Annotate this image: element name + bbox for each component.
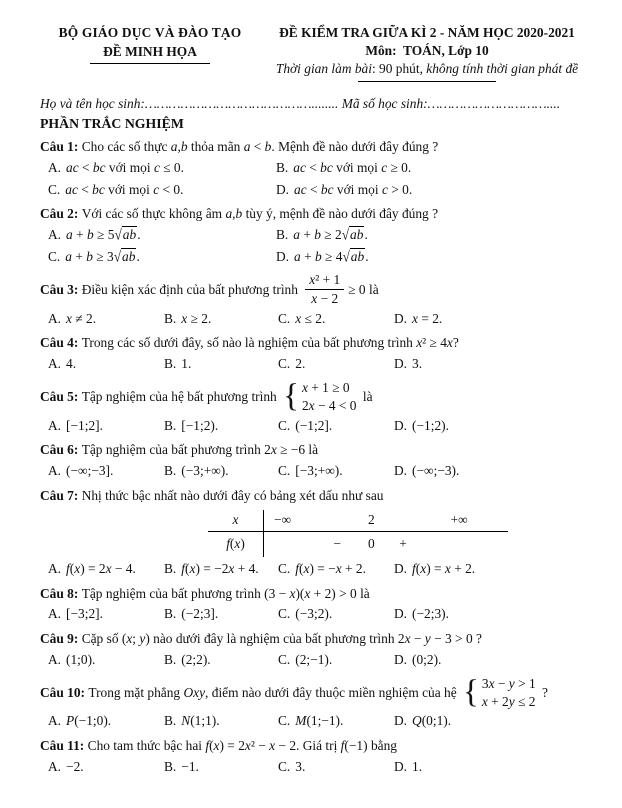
text: −1.	[181, 759, 199, 774]
math-expression: c > 0.	[381, 181, 413, 197]
question-prompt	[40, 137, 594, 157]
question-prompt	[40, 333, 594, 353]
brace-icon: {	[283, 377, 299, 414]
text: với mọi	[333, 181, 382, 197]
question	[40, 379, 594, 435]
text: bằng	[367, 738, 397, 754]
answer-option	[270, 461, 386, 481]
math-expression: f(x)	[226, 536, 245, 552]
question-prompt	[40, 584, 594, 604]
question	[40, 440, 594, 481]
math-expression: (3 − x)(x + 2) > 0	[264, 585, 357, 601]
answer-option	[156, 711, 270, 731]
option-label: D.	[394, 606, 408, 622]
math-expression: 2x ≥ −6	[264, 442, 306, 458]
answer-option	[270, 309, 386, 329]
option-label: D.	[394, 759, 408, 774]
exam-info-block	[260, 25, 594, 82]
option-label: C.	[278, 310, 291, 326]
math-expression: (−1;2).	[412, 417, 449, 433]
answer-options	[40, 158, 594, 200]
answer-option	[156, 757, 270, 777]
math-expression: (−∞;−3].	[66, 463, 114, 479]
text: với mọi	[105, 159, 154, 175]
answer-option	[40, 158, 268, 178]
option-label: A.	[48, 463, 62, 479]
answer-option	[386, 461, 594, 481]
text: Cho tam thức bậc hai	[84, 738, 206, 754]
text: nào dưới đây là nghiệm của bất phương trình	[149, 631, 398, 647]
option-label: C.	[278, 463, 291, 479]
math-expression: a + b ≥ 4	[294, 249, 343, 265]
question-number: Câu 1:	[40, 139, 79, 154]
question-prompt	[40, 440, 594, 460]
option-label: B.	[164, 356, 177, 372]
math-expression: [−3;+∞).	[295, 463, 343, 479]
option-label: A.	[48, 310, 62, 326]
math-expression: ac < bc	[65, 181, 105, 197]
option-label: D.	[394, 310, 408, 326]
math-expression: ac < bc	[293, 159, 333, 175]
question-number: Câu 4:	[40, 335, 79, 351]
exam-type-wrap	[40, 41, 260, 64]
math-expression: f(x) = 2x² − x − 2.	[205, 738, 300, 754]
table-cell: 0	[368, 536, 375, 552]
question	[40, 204, 594, 266]
text: Giá trị	[299, 738, 341, 754]
table-cell: −	[333, 536, 341, 552]
exam-subject: Môn: TOÁN, Lớp 10	[365, 43, 489, 58]
text: Trong các số dưới đây, số nào là nghiệm của bất phương trình	[78, 335, 417, 351]
question-number: Câu 8:	[40, 585, 79, 601]
text: Mệnh đề nào dưới đây đúng ?	[274, 139, 439, 154]
math-expression: x − 2	[311, 291, 339, 307]
math-expression: [−1;2).	[181, 417, 219, 433]
text: 3.	[412, 356, 423, 372]
math-expression: [−1;2].	[66, 417, 103, 433]
answer-option	[386, 559, 594, 579]
exam-title: ĐỀ KIỂM TRA GIỮA KÌ 2 - NĂM HỌC 2020-2021	[279, 25, 575, 40]
sqrt-expression: √ab	[341, 226, 364, 244]
sqrt-expression: √ab	[113, 248, 136, 265]
answer-option	[268, 247, 594, 267]
question-prompt	[40, 736, 594, 756]
math-expression: c ≤ 0.	[153, 159, 184, 175]
option-label: A.	[48, 759, 62, 774]
option-label: C.	[48, 181, 61, 197]
math-expression: x ≥ 2.	[181, 310, 212, 326]
option-label: C.	[278, 759, 291, 774]
math-expression: (0;2).	[412, 652, 442, 668]
option-label: C.	[278, 356, 291, 372]
answer-option	[40, 416, 156, 436]
sign-table	[208, 510, 508, 557]
math-expression: (−2;3).	[412, 606, 449, 622]
answer-option	[386, 650, 594, 670]
sign-table-value-row	[208, 532, 508, 557]
answer-option	[270, 757, 386, 777]
math-expression: ab	[350, 249, 365, 265]
question-number: Câu 2:	[40, 206, 79, 222]
text: thỏa mãn	[187, 139, 244, 154]
math-expression: N(1;1).	[181, 713, 220, 729]
document-header	[40, 25, 594, 82]
math-expression: a < b.	[243, 139, 275, 154]
answer-options	[40, 650, 594, 670]
ministry-name: BỘ GIÁO DỤC VÀ ĐÀO TẠO	[58, 25, 242, 40]
question	[40, 272, 594, 329]
option-label: B.	[164, 759, 177, 774]
option-label: D.	[394, 713, 408, 729]
math-expression: a,b	[225, 206, 243, 222]
option-label: D.	[276, 249, 290, 265]
answer-option	[386, 309, 594, 329]
student-info-line: Họ và tên học sinh:……………………………………........ Mã số học sinh:…………………………....	[40, 96, 561, 111]
answer-options	[40, 461, 594, 481]
ministry-block	[40, 25, 260, 82]
option-label: C.	[278, 713, 291, 729]
math-expression: x² + 1	[309, 271, 341, 287]
math-expression: 2x − 4 < 0	[301, 397, 357, 413]
answer-option	[270, 559, 386, 579]
answer-option	[40, 461, 156, 481]
question-number: Câu 11:	[40, 738, 85, 754]
question	[40, 629, 594, 670]
answer-option	[270, 650, 386, 670]
text: Tập nghiệm của hệ bất phương trình	[78, 388, 281, 404]
option-label: C.	[48, 249, 61, 265]
answer-options	[40, 711, 594, 731]
math-expression: 2x − y − 3 > 0	[397, 631, 473, 647]
answer-option	[156, 461, 270, 481]
answer-options	[40, 604, 594, 624]
option-label: A.	[48, 159, 62, 175]
option-label: A.	[48, 713, 62, 729]
text: 2.	[295, 356, 306, 372]
math-expression: P(−1;0).	[66, 713, 112, 729]
answer-option	[156, 354, 270, 374]
text: Tập nghiệm của bất phương trình	[78, 585, 265, 601]
equation-system	[463, 675, 536, 710]
option-label: B.	[164, 417, 177, 433]
answer-option	[386, 416, 594, 436]
answer-options	[40, 559, 594, 579]
math-expression: x + 2y ≤ 2	[481, 693, 536, 709]
text: .	[364, 227, 368, 243]
option-label: C.	[278, 652, 291, 668]
math-expression: a + b ≥ 2	[293, 227, 342, 243]
text: Tập nghiệm của bất phương trình	[78, 442, 265, 458]
option-label: A.	[48, 417, 62, 433]
math-expression: ab	[122, 227, 137, 243]
duration-label: Thời gian làm bài	[275, 61, 372, 76]
math-expression: f(−1)	[340, 738, 368, 754]
question	[40, 584, 594, 625]
text: −2.	[66, 759, 84, 774]
math-expression: (−1;2].	[295, 417, 333, 433]
text: Với các số thực không âm	[78, 206, 226, 222]
question-prompt	[40, 486, 594, 506]
option-label: B.	[164, 713, 177, 729]
text: với mọi	[332, 159, 382, 175]
header-divider	[358, 81, 496, 82]
question-number: Câu 5:	[40, 388, 79, 404]
answer-option	[156, 650, 270, 670]
answer-options	[40, 416, 594, 436]
answer-option	[270, 604, 386, 624]
answer-option	[386, 354, 594, 374]
option-label: A.	[48, 606, 62, 622]
question-number: Câu 6:	[40, 442, 79, 458]
text: 1.	[181, 356, 192, 372]
math-expression: f(x) = x + 2.	[412, 560, 476, 576]
duration-value: : 90 phút,	[371, 61, 427, 76]
math-expression: x ≤ 2.	[295, 310, 326, 326]
answer-option	[386, 711, 594, 731]
question-number: Câu 7:	[40, 488, 79, 503]
option-label: B.	[164, 652, 177, 668]
question-number: Câu 3:	[40, 281, 79, 297]
fraction	[305, 272, 344, 308]
answer-options	[40, 309, 594, 329]
text: 3.	[295, 759, 306, 774]
math-expression: (−∞;−3).	[412, 463, 460, 479]
text: 1.	[412, 759, 423, 774]
answer-option	[40, 559, 156, 579]
text: ?	[538, 684, 548, 700]
sqrt-expression: √ab	[114, 226, 137, 244]
math-expression: (2;−1).	[295, 652, 333, 668]
question	[40, 333, 594, 374]
math-expression: x	[232, 512, 239, 528]
math-expression: 3x − y > 1	[481, 675, 536, 691]
question-number: Câu 10:	[40, 684, 86, 700]
option-label: C.	[278, 606, 291, 622]
option-label: B.	[276, 159, 289, 175]
equation-system	[283, 379, 356, 414]
question-prompt	[40, 272, 594, 308]
option-label: D.	[394, 652, 408, 668]
text: .	[365, 249, 369, 265]
text: .	[136, 249, 140, 265]
answer-option	[156, 559, 270, 579]
math-expression: (2;2).	[181, 652, 211, 668]
answer-option	[270, 711, 386, 731]
text: điểm nào dưới đây thuộc miền nghiệm của hệ	[208, 684, 461, 700]
option-label: B.	[164, 310, 177, 326]
math-expression: f(x) = 2x − 4.	[66, 560, 136, 576]
question	[40, 486, 594, 579]
questions-list	[40, 137, 594, 777]
answer-option	[40, 225, 268, 245]
math-expression: (x; y)	[121, 631, 150, 647]
text: Điều kiện xác định của bất phương trình	[78, 281, 302, 297]
math-expression: c < 0.	[153, 181, 184, 197]
option-label: B.	[164, 463, 177, 479]
text: với mọi	[104, 181, 154, 197]
text: Nhị thức bậc nhất nào dưới đây có bảng xét dấu như sau	[78, 488, 384, 503]
text: 4.	[66, 356, 77, 372]
option-label: D.	[394, 417, 408, 433]
answer-option	[268, 180, 594, 200]
text: ?	[472, 631, 482, 647]
text: là	[356, 585, 370, 601]
answer-option	[270, 354, 386, 374]
answer-option	[40, 309, 156, 329]
table-cell: +	[399, 536, 407, 552]
section-title: PHẦN TRẮC NGHIỆM	[40, 116, 184, 131]
sqrt-expression: √ab	[342, 248, 365, 265]
option-label: B.	[164, 606, 177, 622]
answer-option	[40, 650, 156, 670]
math-expression: c ≥ 0.	[381, 159, 412, 175]
option-label: B.	[164, 560, 177, 576]
question	[40, 137, 594, 199]
option-label: D.	[394, 463, 408, 479]
answer-option	[268, 158, 594, 178]
table-cell: +∞	[450, 512, 468, 528]
answer-option	[156, 309, 270, 329]
math-expression: [−3;2].	[66, 606, 103, 622]
option-label: B.	[276, 227, 289, 243]
answer-option	[386, 757, 594, 777]
text: Trong mặt phẳng	[85, 684, 184, 700]
math-expression: a + b ≥ 5	[66, 227, 115, 243]
option-label: C.	[278, 417, 291, 433]
table-cell: 2	[368, 512, 375, 528]
option-label: D.	[394, 356, 408, 372]
answer-option	[40, 604, 156, 624]
math-expression: f(x) = −2x + 4.	[181, 560, 259, 576]
question	[40, 736, 594, 777]
sign-table-header-row	[208, 510, 508, 532]
math-expression: (−2;3].	[181, 606, 219, 622]
question-prompt	[40, 204, 594, 224]
math-expression: ≥ 0	[348, 281, 366, 297]
option-label: D.	[276, 181, 290, 197]
text: tùy ý, mệnh đề nào dưới đây đúng ?	[242, 206, 439, 222]
math-expression: f(x) = −x + 2.	[295, 560, 366, 576]
answer-options	[40, 354, 594, 374]
answer-option	[156, 604, 270, 624]
question	[40, 675, 594, 731]
math-expression: ab	[350, 227, 364, 243]
answer-option	[40, 757, 156, 777]
math-expression: (1;0).	[66, 652, 96, 668]
text: là	[365, 281, 379, 297]
option-label: A.	[48, 560, 62, 576]
question-number: Câu 9:	[40, 631, 79, 647]
brace-icon: {	[463, 673, 479, 710]
answer-option	[40, 247, 268, 267]
math-expression: ac < bc	[66, 159, 106, 175]
duration-note: không tính thời gian phát đề	[426, 61, 579, 76]
exam-duration	[260, 61, 594, 77]
option-label: A.	[48, 652, 62, 668]
answer-option	[156, 416, 270, 436]
math-expression: Oxy,	[183, 684, 209, 700]
exam-type-label: ĐỀ MINH HỌA	[90, 44, 210, 64]
table-cell: −∞	[274, 512, 292, 528]
answer-option	[40, 354, 156, 374]
math-expression: (−3;+∞).	[181, 463, 229, 479]
math-expression: a,b	[170, 139, 188, 154]
answer-options	[40, 225, 594, 267]
math-expression: M(1;−1).	[295, 713, 344, 729]
answer-options	[40, 757, 594, 777]
text: Cặp số	[78, 631, 122, 647]
math-expression: (−3;2).	[295, 606, 333, 622]
math-expression: a + b ≥ 3	[65, 249, 114, 265]
math-expression: x = 2.	[412, 310, 443, 326]
option-label: C.	[278, 560, 291, 576]
answer-option	[268, 225, 594, 245]
math-expression: x ≠ 2.	[66, 310, 97, 326]
answer-option	[386, 604, 594, 624]
option-label: D.	[394, 560, 408, 576]
math-expression: ab	[122, 249, 136, 265]
answer-option	[40, 711, 156, 731]
text: Cho các số thực	[78, 139, 171, 154]
math-expression: Q(0;1).	[412, 713, 452, 729]
answer-option	[270, 416, 386, 436]
text: là	[359, 388, 373, 404]
math-expression: x² ≥ 4x	[416, 335, 453, 351]
text: .	[137, 227, 141, 243]
option-label: A.	[48, 227, 62, 243]
option-label: A.	[48, 356, 62, 372]
text: ?	[452, 335, 459, 351]
question-prompt	[40, 629, 594, 649]
question-prompt	[40, 675, 594, 710]
text: là	[305, 442, 319, 458]
question-prompt	[40, 379, 594, 414]
math-expression: x + 1 ≥ 0	[301, 380, 350, 396]
answer-option	[40, 180, 268, 200]
math-expression: ac < bc	[294, 181, 334, 197]
